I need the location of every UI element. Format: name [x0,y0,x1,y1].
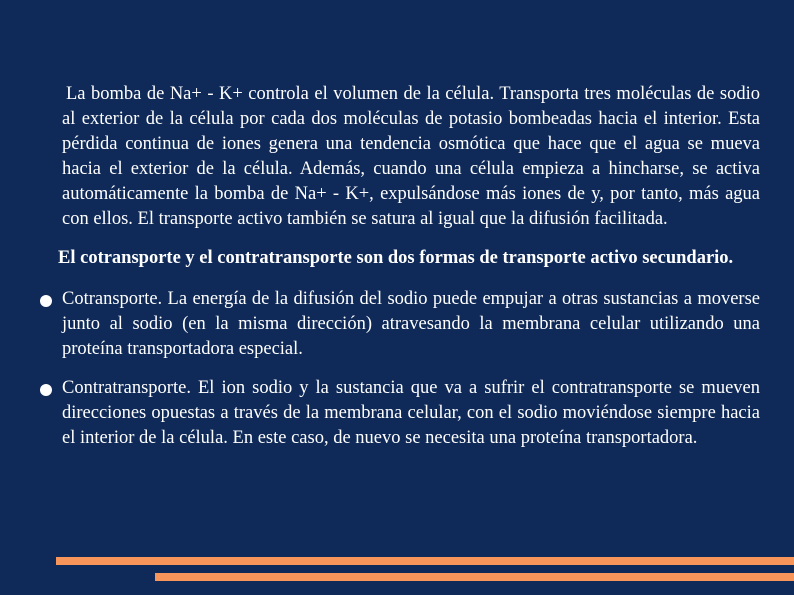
bullet-dot-icon [40,384,52,396]
bullet-dot-icon [40,295,52,307]
accent-bar-bottom [155,573,794,581]
bullet-text: Cotransporte. La energía de la difusión del sodio puede empujar a otras sustancias a moverse junto al sodio (en la misma dirección) atravesando la membrana celular utilizando una proteína transportadora especial. [62,289,760,359]
intro-paragraph: La bomba de Na+ - K+ controla el volumen de la célula. Transporta tres moléculas de sodio al exterior de la célula por cada dos moléculas de potasio bombeadas hacia el interior. Esta pérdida continua de iones genera una tendencia osmótica que hace que el agua se mueva hacia el exterior de la célula. Además, cuando una célula empieza a hincharse, se activa automáticamente la bomba de Na+ - K+, expulsándose más iones de y, por tanto, más agua con ellos. El transporte activo también se satura al igual que la difusión facilitada. [62,84,760,229]
accent-bar-top [56,557,794,565]
slide-content [58,82,760,451]
bullet-item-contratransporte [62,376,760,451]
bullet-item-cotransporte [62,287,760,362]
bullet-text: Contratransporte. El ion sodio y la sustancia que va a sufrir el contratransporte se mueven direcciones opuestas a través de la membrana celular, con el sodio moviéndose siempre hacia el interior de la célula. En este caso, de nuevo se necesita una proteína transportadora. [62,378,760,448]
section-heading: El cotransporte y el contratransporte son dos formas de transporte activo secundario. [58,248,734,268]
